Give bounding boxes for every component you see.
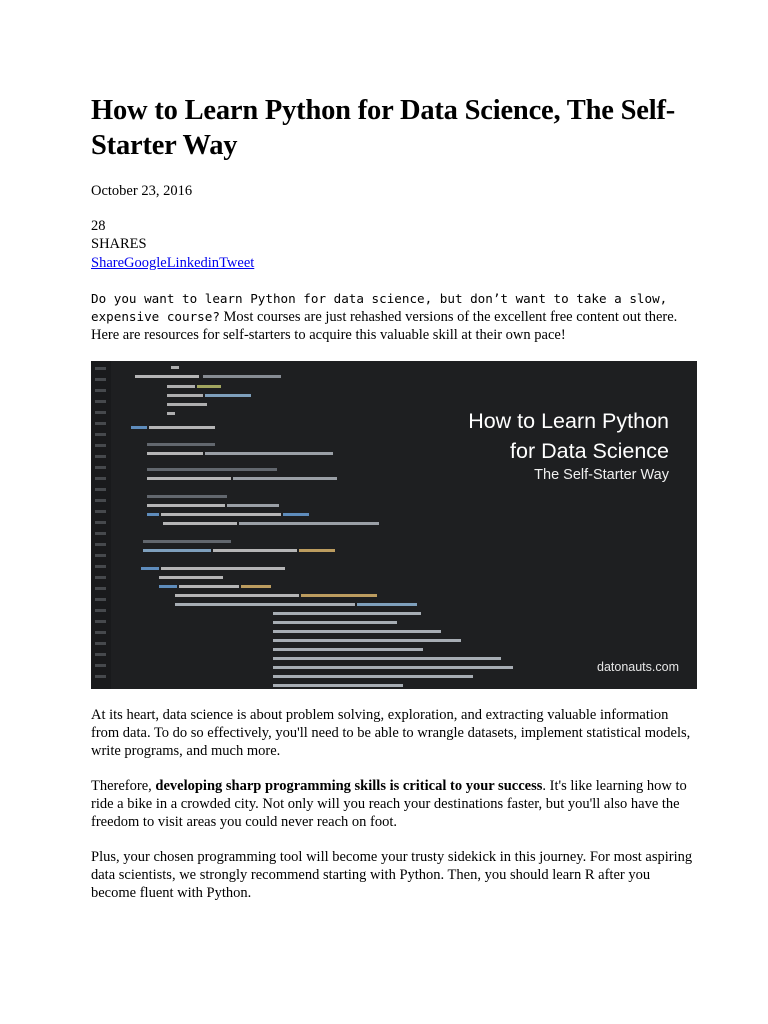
- share-link[interactable]: Share: [91, 255, 125, 271]
- intro-question: Do you want to learn Python for data science, but don’t want to take a slow, expensive course?: [91, 291, 668, 324]
- hero-title-line1: How to Learn Python: [468, 409, 669, 433]
- hero-subtitle: The Self-Starter Way: [534, 467, 669, 483]
- page-title: How to Learn Python for Data Science, The Self-Starter Way: [91, 95, 676, 161]
- body-paragraph-3: Plus, your chosen programming tool will become your trusty sidekick in this journey. For most aspiring data scientists, we strongly recommend starting with Python. Then, you should learn R after you become fluent with Python.: [91, 849, 693, 901]
- intro-rest: Most courses are just rehashed versions of the excellent free content out there. Here are resources for self-starters to acquire this valuable skill at their own pace!: [91, 309, 678, 343]
- shares-count: 28: [91, 218, 106, 234]
- google-link[interactable]: Google: [124, 255, 167, 271]
- publish-date: October 23, 2016: [91, 183, 193, 199]
- intro-paragraph: [91, 290, 697, 344]
- p2-emphasis: developing sharp programming skills is critical to your success: [155, 778, 543, 794]
- hero-site-credit: datonauts.com: [597, 660, 679, 674]
- linkedin-link[interactable]: Linkedin: [166, 255, 220, 271]
- body-paragraph-2: [91, 777, 697, 831]
- tweet-link[interactable]: Tweet: [219, 255, 255, 271]
- hero-image: [91, 361, 697, 689]
- body-paragraph-1: At its heart, data science is about problem solving, exploration, and extracting valuable information from data. To do so effectively, you'll need to be able to wrangle datasets, implement statistical models, write programs, and much more.: [91, 707, 691, 759]
- hero-title-line2: for Data Science: [510, 439, 669, 463]
- p2-lead: Therefore,: [91, 778, 156, 794]
- p2-rest: . It's like learning how to ride a bike in a crowded city. Not only will you reach your destinations faster, but you'll also have the freedom to visit areas you could never reach on foot.: [91, 778, 687, 830]
- shares-label: SHARES: [91, 236, 147, 252]
- share-links: [91, 254, 254, 272]
